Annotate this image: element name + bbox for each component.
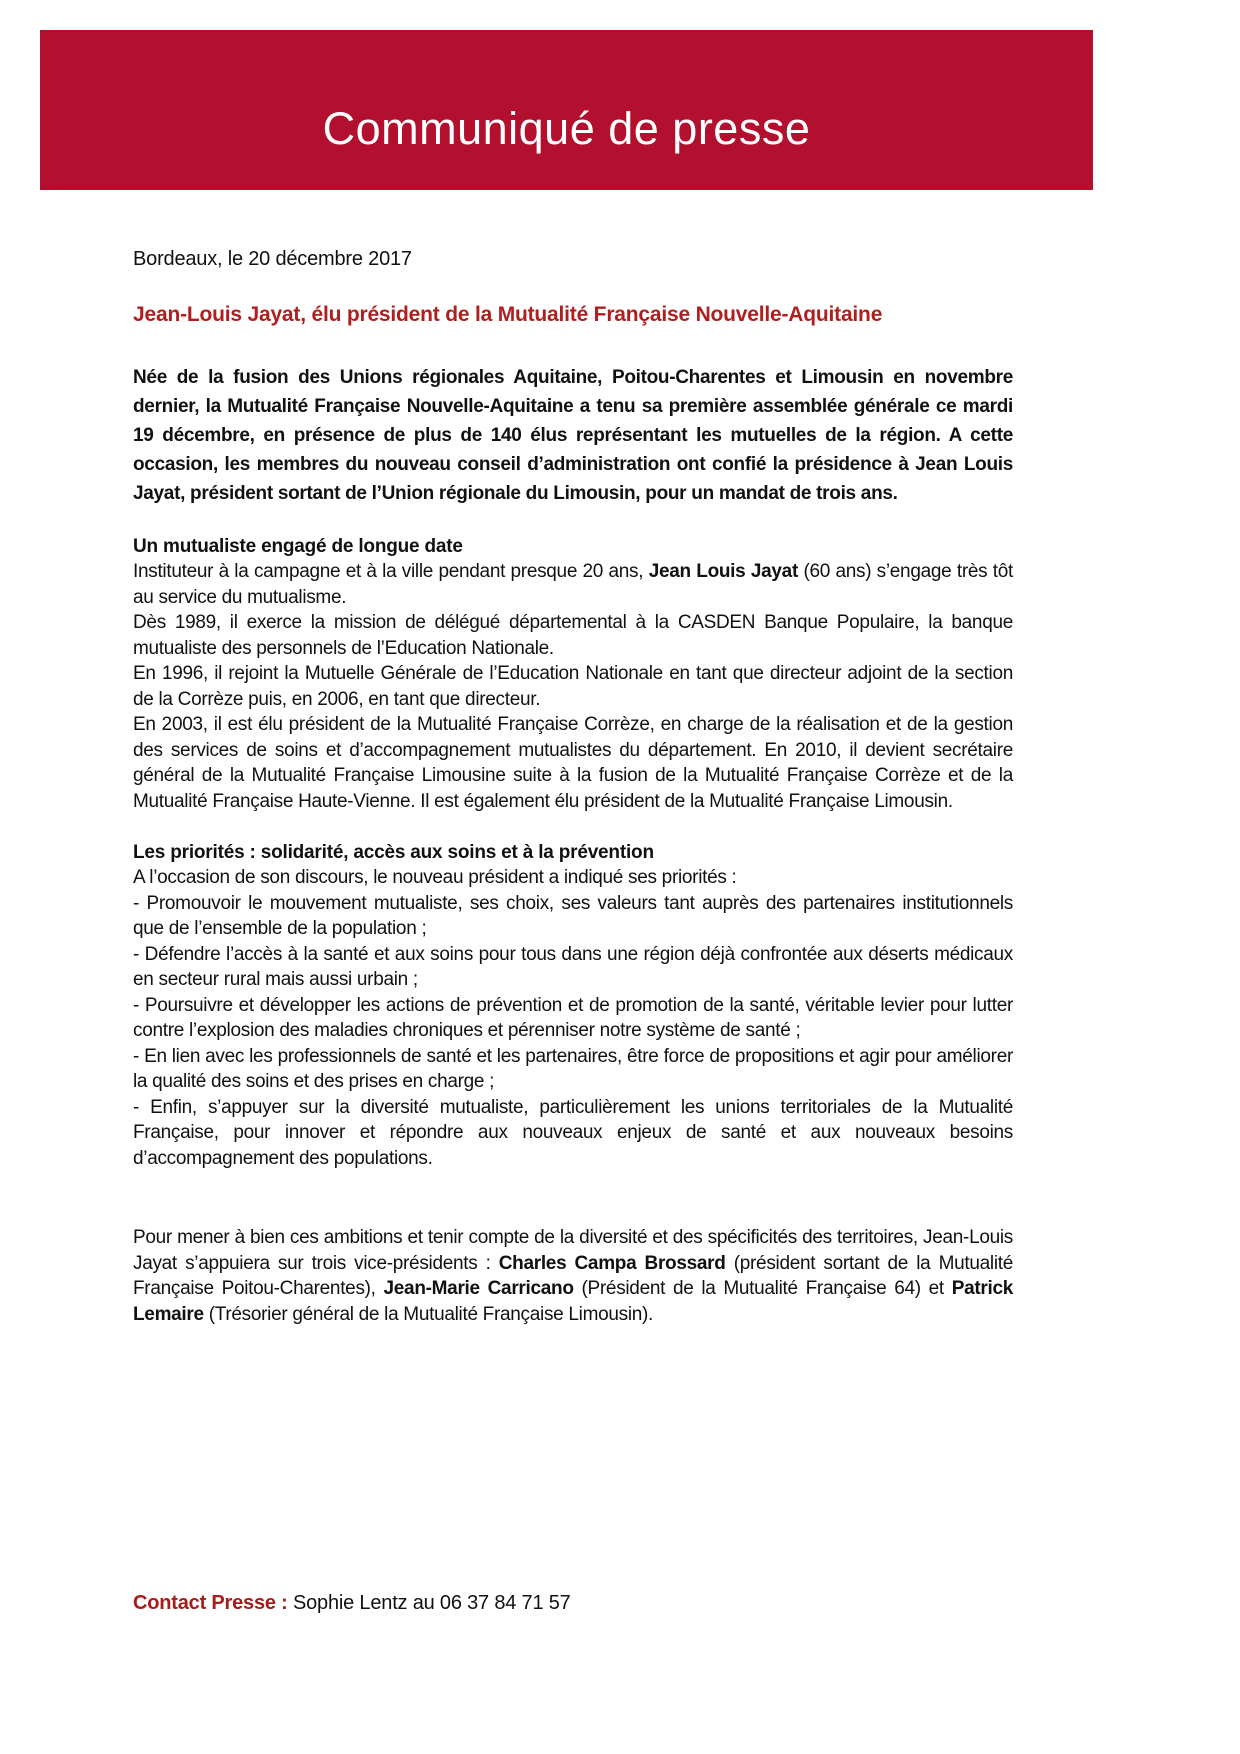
press-release-banner <box>40 30 1093 190</box>
career-paragraph-4: En 2003, il est élu président de la Mutualité Française Corrèze, en charge de la réalisation et de la gestion des services de soins et d’accompagnement mutualistes du département. En 2010, il devient secrétaire général de la Mutualité Française Limousine suite à la fusion de la Mutualité Française Corrèze et de la Mutualité Française Haute-Vienne. Il est également élu président de la Mutualité Française Limousin. <box>133 714 1013 812</box>
priority-bullet-1: - Promouvoir le mouvement mutualiste, ses choix, ses valeurs tant auprès des partenaires institutionnels que de l’ensemble de la population ; <box>133 892 1013 939</box>
intro-paragraph: Née de la fusion des Unions régionales Aquitaine, Poitou-Charentes et Limousin en novembre dernier, la Mutualité Française Nouvelle-Aquitaine a tenu sa première assemblée générale ce mardi 19 décembre, en présence de plus de 140 élus représentant les mutuelles de la région. A cette occasion, les membres du nouveau conseil d’administration ont confié la présidence à Jean Louis Jayat, président sortant de l’Union régionale du Limousin, pour un mandat de trois ans. <box>133 367 1013 504</box>
press-release-body <box>133 248 1013 1327</box>
priority-bullet-4: - En lien avec les professionnels de santé et les partenaires, être force de propositions et agir pour améliorer la qualité des soins et des prises en charge ; <box>133 1045 1013 1092</box>
contact-label: Contact Presse : <box>133 1592 288 1614</box>
headline: Jean-Louis Jayat, élu président de la Mutualité Française Nouvelle-Aquitaine <box>133 303 883 326</box>
closing-paragraph: Pour mener à bien ces ambitions et tenir compte de la diversité et des spécificités des territoires, Jean-Louis Jayat s’appuiera sur trois vice-présidents : Charles Campa Brossard (président sortant de la Mutualité Française Poitou-Charentes), Jean-Marie Carricano (Président de la Mutualité Française 64) et Patrick Lemaire (Trésorier général de la Mutualité Française Limousin). <box>133 1227 1014 1325</box>
career-paragraph-1: Instituteur à la campagne et à la ville pendant presque 20 ans, Jean Louis Jayat (60 ans) s’engage très tôt au service du mutualisme. <box>133 561 1014 608</box>
contact-value: Sophie Lentz au 06 37 84 71 57 <box>287 1592 571 1614</box>
contact-line <box>133 1592 571 1615</box>
date-line: Bordeaux, le 20 décembre 2017 <box>133 248 412 270</box>
career-paragraph-2: Dès 1989, il exerce la mission de délégué départemental à la CASDEN Banque Populaire, la banque mutualiste des personnels de l’Education Nationale. <box>133 612 1013 659</box>
priority-bullet-3: - Poursuivre et développer les actions de prévention et de promotion de la santé, véritable levier pour lutter contre l’explosion des maladies chroniques et pérenniser notre système de santé ; <box>133 994 1013 1041</box>
section-heading-priorities: Les priorités : solidarité, accès aux soins et à la prévention <box>133 842 654 863</box>
priorities-lead: A l’occasion de son discours, le nouveau président a indiqué ses priorités : <box>133 867 737 888</box>
banner-title: Communiqué de presse <box>322 103 811 154</box>
priority-bullet-2: - Défendre l’accès à la santé et aux soins pour tous dans une région déjà confrontée aux déserts médicaux en secteur rural mais aussi urbain ; <box>133 943 1013 990</box>
career-paragraph-3: En 1996, il rejoint la Mutuelle Générale de l’Education Nationale en tant que directeur adjoint de la section de la Corrèze puis, en 2006, en tant que directeur. <box>133 663 1013 710</box>
section-heading-career: Un mutualiste engagé de longue date <box>133 536 463 557</box>
priority-bullet-5: - Enfin, s’appuyer sur la diversité mutualiste, particulièrement les unions territoriales de la Mutualité Française, pour innover et répondre aux nouveaux enjeux de santé et aux nouveaux besoins d’accompagnement des populations. <box>133 1096 1013 1169</box>
